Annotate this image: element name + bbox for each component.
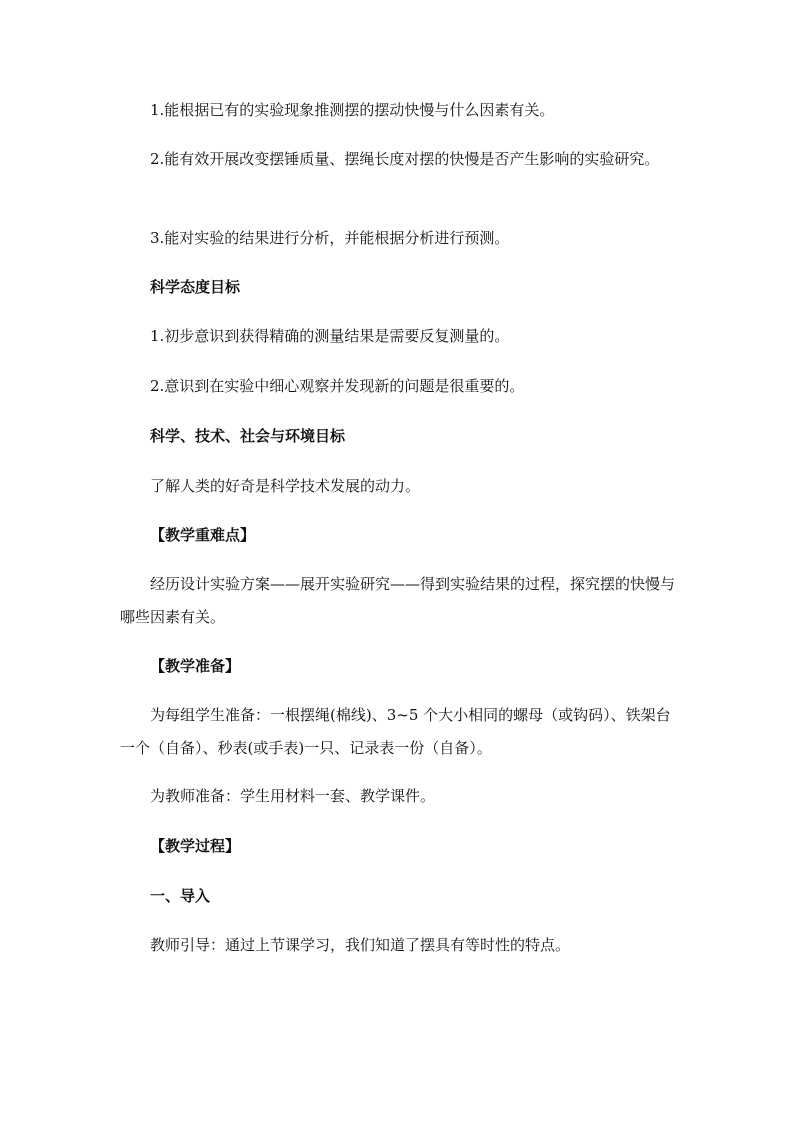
heading-attitude-objectives: 科学态度目标 [150, 278, 241, 296]
student-preparation: 为每组学生准备：一根摆绳(棉线)、3~5 个大小相同的螺母（或钩码）、铁架台一个（自备）、秒表(或手表)一只、记录表一份（自备）。 [120, 706, 671, 757]
introduction-text: 教师引导：通过上节课学习，我们知道了摆具有等时性的特点。 [150, 936, 571, 954]
heading-key-points: 【教学重难点】 [150, 526, 256, 544]
teacher-preparation: 为教师准备：学生用材料一套、教学课件。 [150, 787, 436, 805]
heading-introduction: 一、导入 [150, 887, 211, 905]
heading-process: 【教学过程】 [150, 837, 241, 855]
key-points-text: 经历设计实验方案——展开实验研究——得到实验结果的过程，探究摆的快慢与哪些因素有关。 [120, 575, 676, 626]
skill-objective-2: 2.能有效开展改变摆锤质量、摆绳长度对摆的快慢是否产生影响的实验研究。 [150, 150, 660, 168]
heading-preparation: 【教学准备】 [150, 657, 241, 675]
sts-objective: 了解人类的好奇是科学技术发展的动力。 [150, 477, 421, 495]
heading-sts-objectives: 科学、技术、社会与环境目标 [150, 427, 346, 445]
attitude-objective-1: 1.初步意识到获得精确的测量结果是需要反复测量的。 [150, 327, 510, 345]
attitude-objective-2: 2.意识到在实验中细心观察并发现新的问题是很重要的。 [150, 377, 525, 395]
skill-objective-1: 1.能根据已有的实验现象推测摆的摆动快慢与什么因素有关。 [150, 101, 555, 119]
skill-objective-3: 3.能对实验的结果进行分析，并能根据分析进行预测。 [150, 229, 510, 247]
